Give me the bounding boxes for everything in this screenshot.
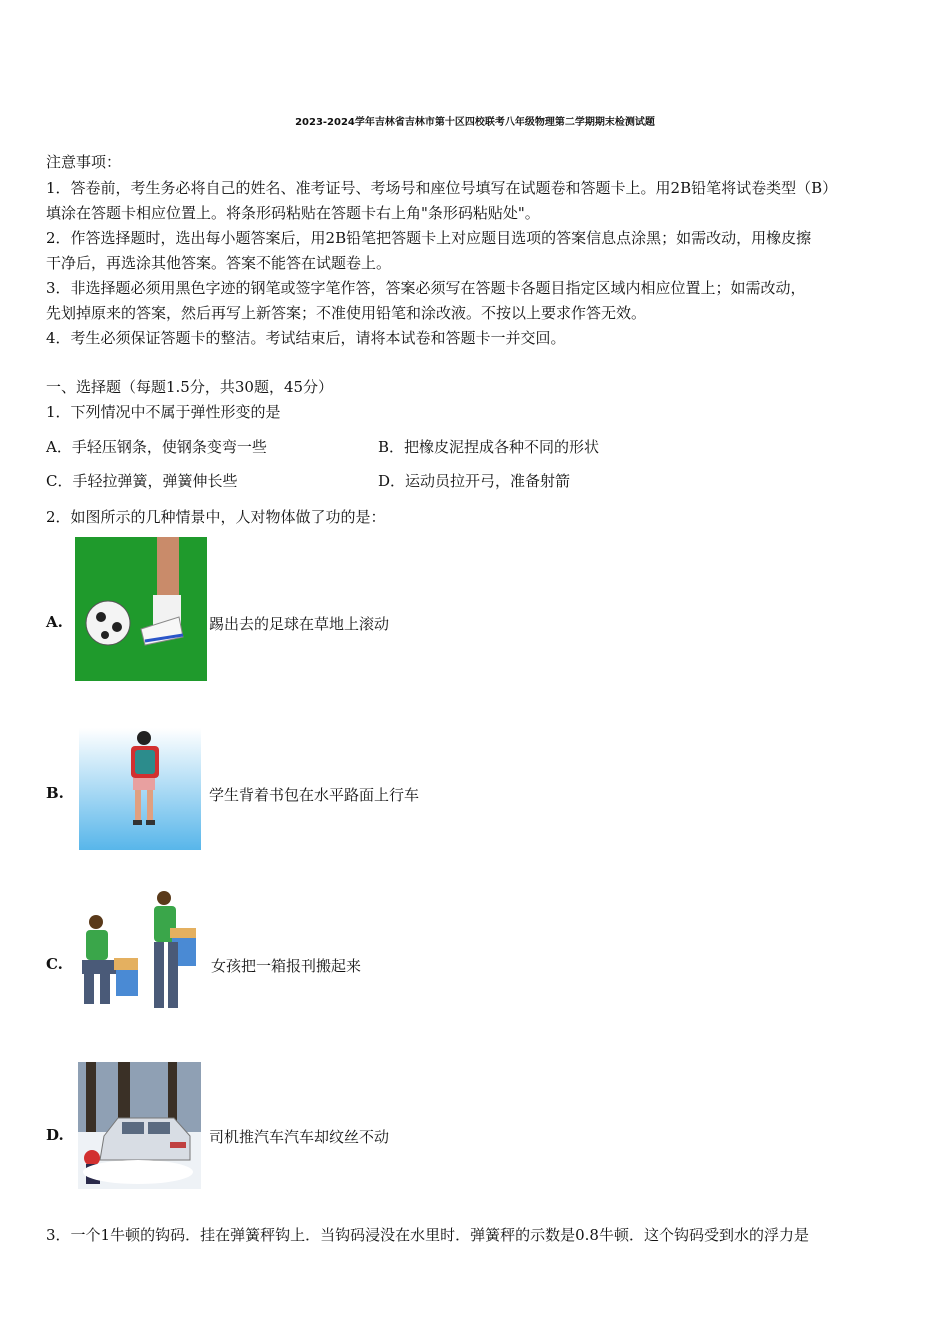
- question-2-stem: 2．如图所示的几种情景中，人对物体做了功的是：: [46, 508, 386, 526]
- question-2-option-a-text: 踢出去的足球在草地上滚动: [209, 615, 390, 633]
- page-title: 2023-2024学年吉林省吉林市第十区四校联考八年级物理第二学期期末检测试题: [295, 117, 655, 128]
- soccer-kick-image: [75, 537, 207, 681]
- question-2-option-c-text: 女孩把一箱报刊搬起来: [211, 957, 362, 975]
- question-1-option-b: B．把橡皮泥捏成各种不同的形状: [378, 438, 600, 456]
- question-1-option-c: C．手轻拉弹簧，弹簧伸长些: [46, 472, 238, 490]
- student-backpack-image: [79, 728, 201, 850]
- notice-line: 填涂在答题卡相应位置上。将条形码粘贴在答题卡右上角"条形码粘贴处"。: [46, 204, 540, 222]
- question-2-option-d-text: 司机推汽车汽车却纹丝不动: [209, 1128, 390, 1146]
- notice-heading: 注意事项：: [46, 153, 122, 171]
- notice-line: 先划掉原来的答案，然后再写上新答案；不准使用铅笔和涂改液。不按以上要求作答无效。: [46, 304, 647, 322]
- question-2-option-b-text: 学生背着书包在水平路面上行车: [209, 786, 420, 804]
- section-heading: 一、选择题（每题1.5分，共30题，45分）: [46, 378, 334, 396]
- question-1-stem: 1．下列情况中不属于弹性形变的是: [46, 403, 281, 421]
- question-1-option-d: D．运动员拉开弓，准备射箭: [378, 472, 571, 490]
- notice-line: 1．答卷前，考生务必将自己的姓名、准考证号、考场号和座位号填写在试题卷和答题卡上。用2B铅笔将试卷类型（B）: [46, 179, 838, 197]
- girl-lifting-box-image: [78, 890, 204, 1018]
- notice-line: 4．考生必须保证答题卡的整洁。考试结束后，请将本试卷和答题卡一并交回。: [46, 329, 566, 347]
- question-2-option-d-label: D.: [46, 1126, 64, 1144]
- car-in-snow-image: [78, 1062, 201, 1189]
- notice-line: 干净后，再选涂其他答案。答案不能答在试题卷上。: [46, 254, 392, 272]
- question-2-option-a-label: A.: [46, 613, 63, 631]
- question-2-option-c-label: C.: [46, 955, 63, 973]
- notice-line: 3．非选择题必须用黑色字迹的钢笔或签字笔作答，答案必须写在答题卡各题目指定区域内相应位置上；如需改动，: [46, 279, 806, 297]
- notice-line: 2．作答选择题时，选出每小题答案后，用2B铅笔把答题卡上对应题目选项的答案信息点涂黑；如需改动，用橡皮擦: [46, 229, 812, 247]
- question-2-option-b-label: B.: [46, 784, 64, 802]
- question-1-option-a: A．手轻压钢条，使钢条变弯一些: [46, 438, 267, 456]
- question-3-stem: 3．一个1牛顿的钩码．挂在弹簧秤钩上．当钩码浸没在水里时．弹簧秤的示数是0.8牛顿．这个钩码受到水的浮力是: [46, 1226, 809, 1244]
